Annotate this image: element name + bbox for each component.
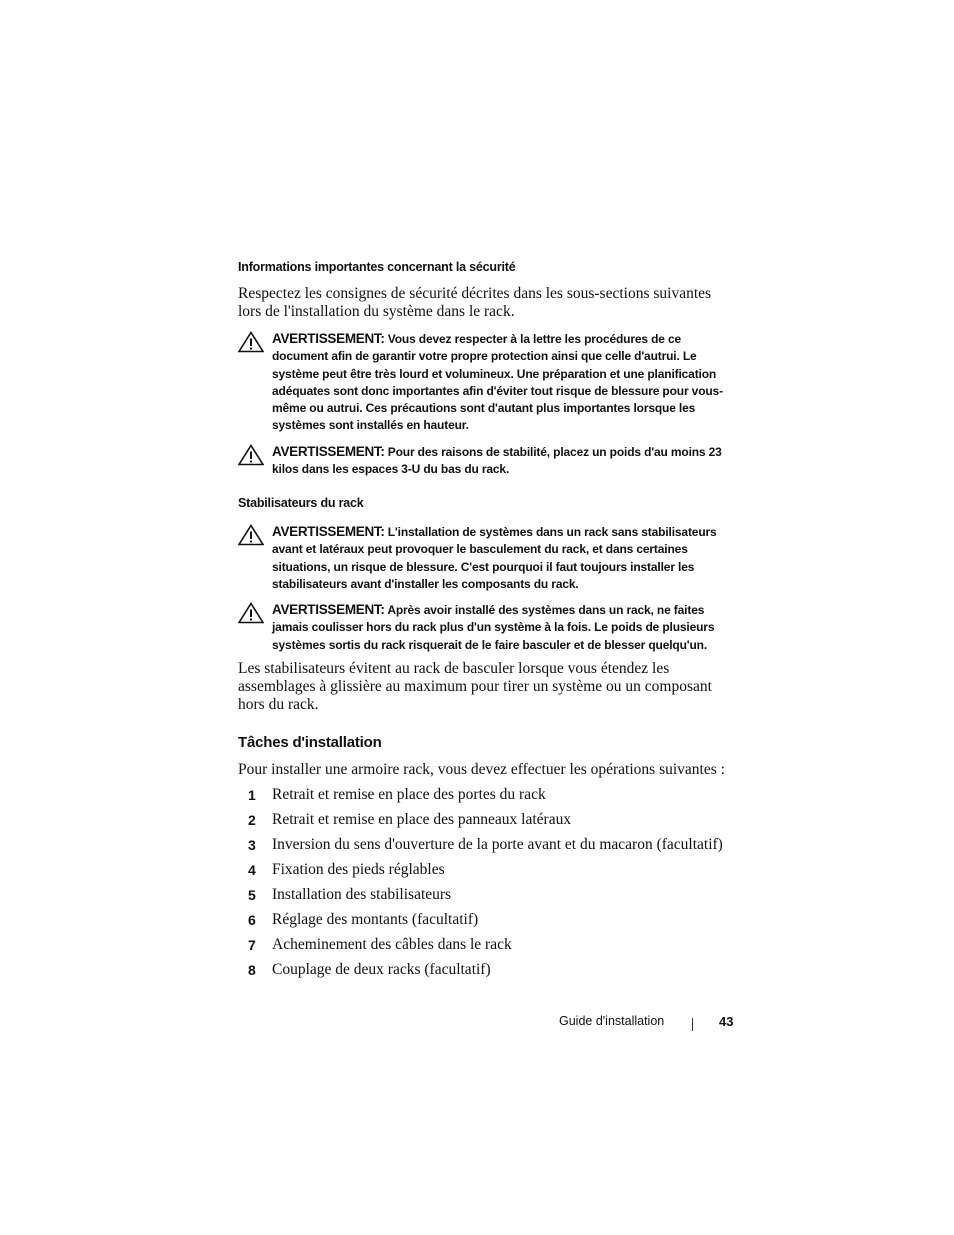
- step-number: 4: [248, 862, 256, 878]
- step-number: 3: [248, 837, 256, 853]
- warning-text: [272, 523, 738, 593]
- step-number: 5: [248, 887, 256, 903]
- stabilizers-heading: Stabilisateurs du rack: [238, 496, 364, 510]
- warning-label: AVERTISSEMENT:: [272, 444, 385, 459]
- step-number: 7: [248, 937, 256, 953]
- step-number: 1: [248, 787, 256, 803]
- installation-steps-list: [238, 787, 758, 987]
- list-item: [238, 937, 758, 962]
- stabilizers-paragraph: Les stabilisateurs évitent au rack de basculer lorsque vous étendez les assemblages à glissière au maximum pour tirer un système ou un composant hors du rack.: [238, 660, 712, 713]
- footer-divider: [692, 1018, 693, 1031]
- warning-body: Pour des raisons de stabilité, placez un poids d'au moins 23 kilos dans les espaces 3-U du bas du rack.: [272, 445, 722, 477]
- list-item: [238, 887, 758, 912]
- warning-block: [238, 443, 738, 479]
- warning-label: AVERTISSEMENT:: [272, 524, 385, 539]
- installation-intro: Pour installer une armoire rack, vous devez effectuer les opérations suivantes :: [238, 761, 725, 778]
- safety-heading: Informations importantes concernant la sécurité: [238, 260, 516, 274]
- list-item: [238, 787, 758, 812]
- step-text: Installation des stabilisateurs: [272, 886, 452, 903]
- warning-body: Vous devez respecter à la lettre les procédures de ce document afin de garantir votre propre protection ainsi que celle d'autrui. Le système peut être très lourd et volumineux. Une préparation et une planification adéquates sont donc importantes afin d'éviter tout risque de blessure pour vous-même ou autrui. Ces précautions sont d'autant plus importantes lorsque les systèmes sont installés en hauteur.: [272, 332, 723, 433]
- warning-triangle-icon: [238, 602, 264, 624]
- step-number: 2: [248, 812, 256, 828]
- step-text: Acheminement des câbles dans le rack: [272, 936, 512, 953]
- warning-text: [272, 330, 738, 435]
- warning-body: Après avoir installé des systèmes dans un rack, ne faites jamais coulisser hors du rack plus d'un système à la fois. Le poids de plusieurs systèmes sortis du rack risquerait de le faire basculer et de blesser quelqu'un.: [272, 603, 715, 652]
- safety-intro: Respectez les consignes de sécurité décrites dans les sous-sections suivantes lors de l'installation du système dans le rack.: [238, 285, 712, 320]
- warning-label: AVERTISSEMENT:: [272, 602, 385, 617]
- step-number: 6: [248, 912, 256, 928]
- list-item: [238, 812, 758, 837]
- step-text: Inversion du sens d'ouverture de la porte avant et du macaron (facultatif): [272, 836, 723, 853]
- warning-block: [238, 330, 738, 435]
- step-text: Couplage de deux racks (facultatif): [272, 961, 491, 978]
- installation-tasks-heading: Tâches d'installation: [238, 734, 382, 751]
- step-number: 8: [248, 962, 256, 978]
- warning-text: [272, 443, 738, 479]
- list-item: [238, 912, 758, 937]
- page-number: 43: [719, 1014, 734, 1029]
- warning-label: AVERTISSEMENT:: [272, 331, 385, 346]
- warning-body: L'installation de systèmes dans un rack sans stabilisateurs avant et latéraux peut provoquer le basculement du rack, et dans certaines situations, un risque de blessure. C'est pourquoi il faut toujours installer les stabilisateurs avant d'installer les composants du rack.: [272, 525, 717, 591]
- warning-triangle-icon: [238, 331, 264, 353]
- warning-block: [238, 523, 738, 593]
- step-text: Fixation des pieds réglables: [272, 861, 445, 878]
- step-text: Réglage des montants (facultatif): [272, 911, 479, 928]
- warning-text: [272, 601, 738, 654]
- warning-triangle-icon: [238, 524, 264, 546]
- list-item: [238, 962, 758, 987]
- warning-triangle-icon: [238, 444, 264, 466]
- footer-title: Guide d'installation: [559, 1014, 665, 1028]
- step-text: Retrait et remise en place des panneaux latéraux: [272, 811, 572, 828]
- list-item: [238, 862, 758, 887]
- warning-block: [238, 601, 738, 654]
- step-text: Retrait et remise en place des portes du rack: [272, 786, 546, 803]
- list-item: [238, 837, 758, 862]
